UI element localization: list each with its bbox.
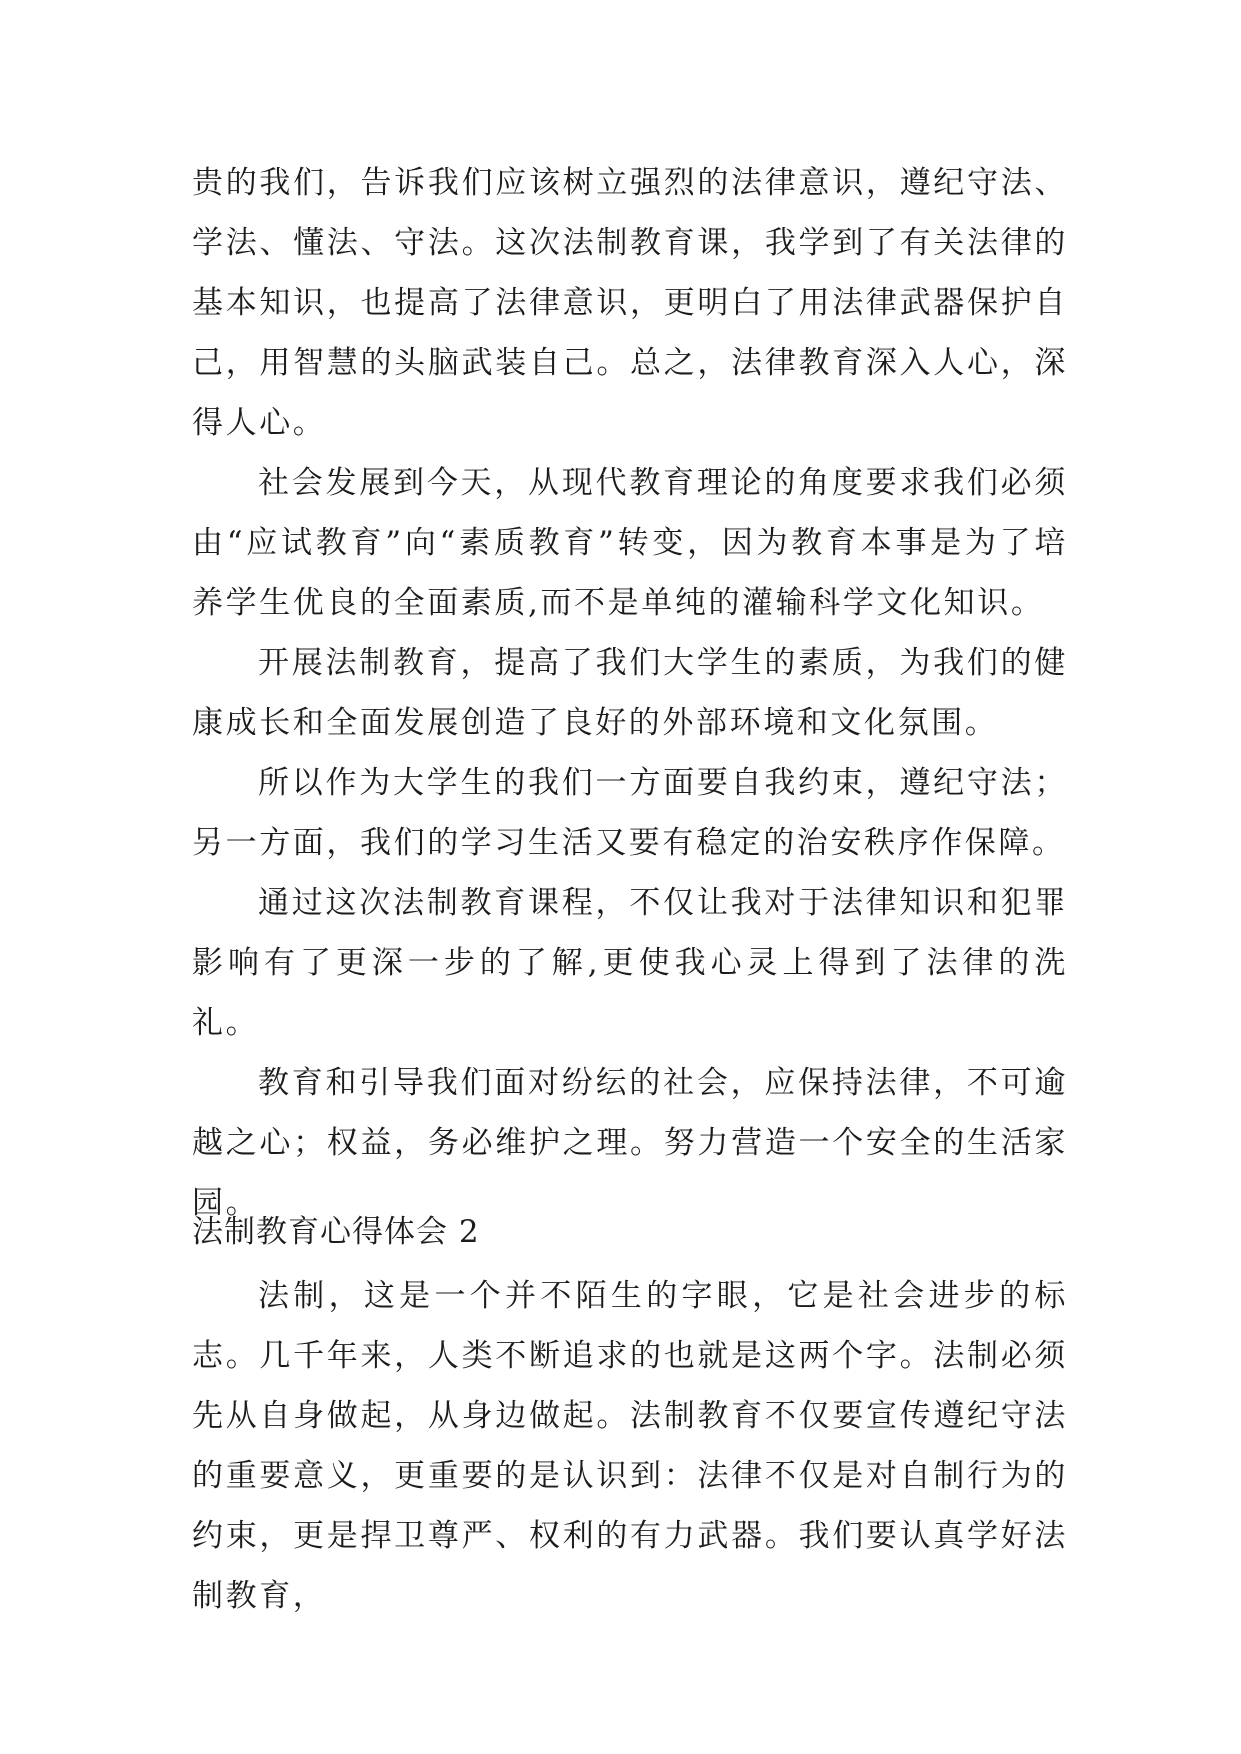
body-text-top <box>192 153 1068 1233</box>
paragraph: 所以作为大学生的我们一方面要自我约束，遵纪守法；另一方面，我们的学习生活又要有稳定的治安秩序作保障。 <box>192 765 1068 861</box>
paragraph: 通过这次法制教育课程，不仅让我对于法律知识和犯罪影响有了更深一步的了解,更使我心灵上得到了法律的洗礼。 <box>192 885 1068 1041</box>
paragraph-continuation: 贵的我们，告诉我们应该树立强烈的法律意识，遵纪守法、学法、懂法、守法。这次法制教育课，我学到了有关法律的基本知识，也提高了法律意识，更明白了用法律武器保护自己，用智慧的头脑武装自己。总之，法律教育深入人心，深得人心。 <box>192 165 1068 441</box>
paragraph: 法制，这是一个并不陌生的字眼，它是社会进步的标志。几千年来，人类不断追求的也就是这两个字。法制必须先从自身做起，从身边做起。法制教育不仅要宣传遵纪守法的重要意义，更重要的是认识到：法律不仅是对自制行为的约束，更是捍卫尊严、权利的有力武器。我们要认真学好法制教育， <box>192 1278 1068 1614</box>
paragraph: 开展法制教育，提高了我们大学生的素质，为我们的健康成长和全面发展创造了良好的外部环境和文化氛围。 <box>192 645 1068 741</box>
body-text-bottom <box>192 1266 1068 1626</box>
paragraph: 教育和引导我们面对纷纭的社会，应保持法律，不可逾越之心；权益，务必维护之理。努力营造一个安全的生活家园。 <box>192 1065 1068 1221</box>
section-heading: 法制教育心得体会 2 <box>192 1214 480 1250</box>
paragraph: 社会发展到今天，从现代教育理论的角度要求我们必须由“应试教育”向“素质教育”转变，因为教育本事是为了培养学生优良的全面素质,而不是单纯的灌输科学文化知识。 <box>192 465 1068 621</box>
